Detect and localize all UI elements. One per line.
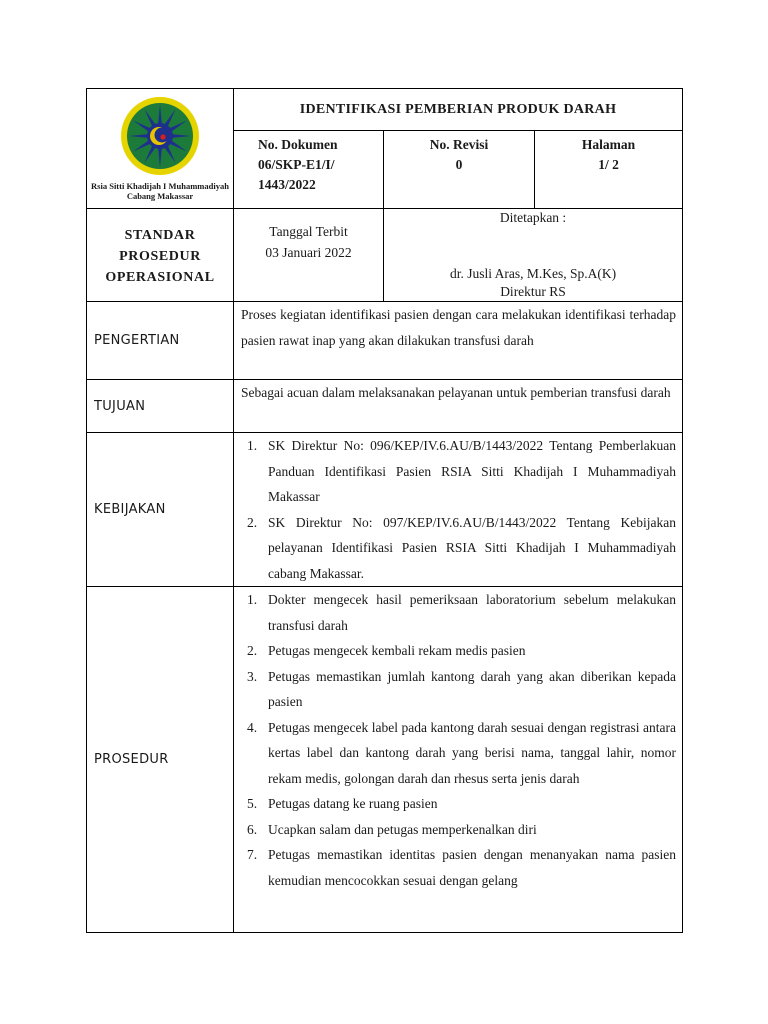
issued-label: Tanggal Terbit — [269, 224, 348, 239]
revision-value: 0 — [455, 157, 463, 172]
document-title: IDENTIFIKASI PEMBERIAN PRODUK DARAH — [234, 89, 683, 131]
sop-document-table — [86, 88, 683, 933]
issued-date: 03 Januari 2022 — [265, 245, 352, 260]
list-item: 4. Petugas mengecek label pada kantong darah sesuai dengan registrasi antara kertas label dan kantong darah yang berisi nama, tanggal lahir, nomor rekam medis, golongan darah dan rhesus serta jenis darah — [247, 719, 677, 786]
list-item: 7. Petugas memastikan identitas pasien dengan menanyakan nama pasien kemudian mencocokkan sesuai dengan gelang — [247, 847, 677, 888]
section-label-prosedur: PROSEDUR — [87, 587, 234, 933]
section-label-tujuan: TUJUAN — [87, 380, 234, 433]
signer-name: dr. Jusli Aras, M.Kes, Sp.A(K) — [449, 266, 617, 281]
hospital-logo-icon — [112, 95, 208, 177]
sop-label: STANDAR PROSEDUR OPERASIONAL — [87, 209, 234, 302]
section-text-pengertian: Proses kegiatan identifikasi pasien dengan cara melakukan identifikasi terhadap pasien rawat inap yang akan dilakukan transfusi darah — [234, 302, 683, 380]
list-item: 1. SK Direktur No: 096/KEP/IV.6.AU/B/1443/2022 Tentang Pemberlakuan Panduan Identifikasi Pasien RSIA Sitti Khadijah I Muhammadiyah Makassar — [247, 438, 677, 504]
revision-label: No. Revisi — [429, 137, 489, 152]
list-item: 6. Ucapkan salam dan petugas memperkenalkan diri — [247, 821, 537, 837]
doc-number-label: No. Dokumen — [258, 137, 338, 152]
section-list-kebijakan — [234, 433, 683, 587]
issue-date-cell — [234, 209, 384, 302]
section-label-pengertian: PENGERTIAN — [87, 302, 234, 380]
list-item: 2. Petugas mengecek kembali rekam medis pasien — [247, 643, 526, 658]
list-item: 5. Petugas datang ke ruang pasien — [247, 796, 438, 811]
revision-cell — [384, 131, 535, 209]
doc-number-value: 06/SKP-E1/I/ 1443/2022 — [258, 157, 335, 192]
list-item: 3. Petugas memastikan jumlah kantong darah yang akan diberikan kepada pasien — [247, 668, 677, 709]
page-label: Halaman — [581, 137, 636, 152]
logo-cell — [87, 89, 234, 209]
page-cell — [535, 131, 683, 209]
list-item: 1. Dokter mengecek hasil pemeriksaan laboratorium sebelum melakukan transfusi darah — [247, 592, 677, 633]
signature-space — [384, 227, 682, 265]
signer-title: Direktur RS — [500, 284, 566, 299]
hospital-name: Rsia Sitti Khadijah I Muhammadiyah Cabang Makassar — [91, 181, 229, 201]
section-label-kebijakan: KEBIJAKAN — [87, 433, 234, 587]
list-item: 2. SK Direktur No: 097/KEP/IV.6.AU/B/1443/2022 Tentang Kebijakan pelayanan Identifikasi Pasien RSIA Sitti Khadijah I Muhammadiyah cabang Makassar. — [247, 514, 677, 581]
section-list-prosedur — [234, 587, 683, 933]
section-text-tujuan: Sebagai acuan dalam melaksanakan pelayanan untuk pemberian transfusi darah — [234, 380, 683, 433]
approved-label: Ditetapkan : — [499, 210, 567, 225]
doc-number-cell — [234, 131, 384, 209]
page-value: 1/ 2 — [598, 157, 619, 172]
approval-cell — [384, 209, 683, 302]
